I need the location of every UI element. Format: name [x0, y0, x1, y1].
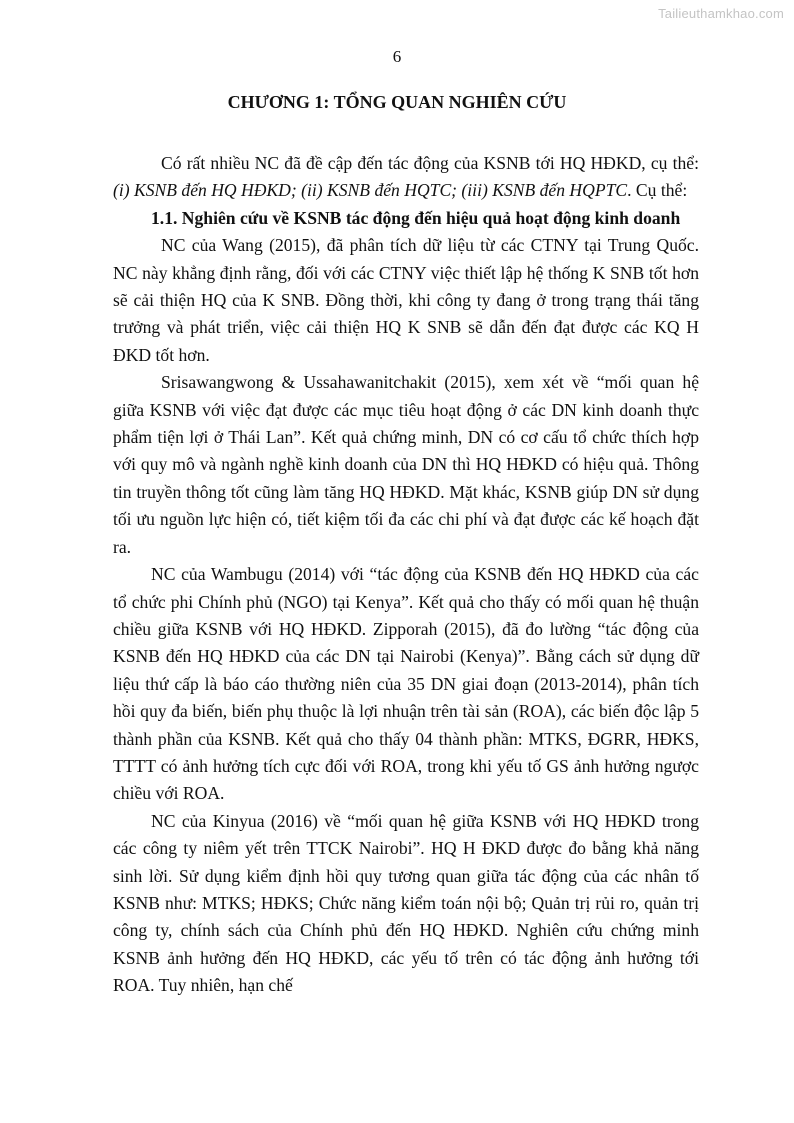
watermark: Tailieuthamkhao.com [658, 6, 784, 21]
body-paragraph-wambugu: NC của Wambugu (2014) với “tác động của KSNB đến HQ HĐKD của các tổ chức phi Chính phủ (NGO) tại Kenya”. Kết quả cho thấy có mối quan hệ thuận chiều giữa KSNB với HQ HĐKD. Zipporah (2015), đã đo lường “tác động của KSNB đến HQ HĐKD của các DN tại Nairobi (Kenya)”. Bằng cách sử dụng dữ liệu thứ cấp là báo cáo thường niên của 35 DN giai đoạn (2013-2014), phân tích hồi quy đa biến, biến phụ thuộc là lợi nhuận trên tài sản (ROA), các biến độc lập 5 thành phần của KSNB. Kết quả cho thấy 04 thành phần: MTKS, ĐGRR, HĐKS, TTTT có ảnh hưởng tích cực đối với ROA, trong khi yếu tố GS ảnh hưởng ngược chiều với ROA. [113, 564, 699, 804]
intro-tail: . Cụ thể: [627, 180, 688, 201]
page-number: 6 [392, 47, 402, 66]
intro-list: (i) KSNB đến HQ HĐKD; (ii) KSNB đến HQTC; (iii) KSNB đến HQPTC [113, 180, 628, 201]
chapter-title: CHƯƠNG 1: TỔNG QUAN NGHIÊN CỨU [227, 92, 567, 112]
body-paragraph-kinyua: NC của Kinyua (2016) về “mối quan hệ giữa KSNB với HQ HĐKD trong các công ty niêm yết trên TTCK Nairobi”. HQ H ĐKD được đo bằng khả năng sinh lời. Sử dụng kiểm định hồi quy tương quan giữa tác động của các nhân tố KSNB như: MTKS; HĐKS; Chức năng kiểm toán nội bộ; Quản trị rủi ro, quản trị công ty, chính sách của Chính phủ đến HQ HĐKD. Nghiên cứu chứng minh KSNB ảnh hưởng đến HQ HĐKD, các yếu tố trên có tác động ảnh hưởng tới ROA. Tuy nhiên, hạn chế [113, 810, 699, 996]
body-paragraph-srisawangwong: Srisawangwong & Ussahawanitchakit (2015), xem xét về “mối quan hệ giữa KSNB với việc đạt được các mục tiêu hoạt động ở các DN kinh doanh thực phẩm tiện lợi ở Thái Lan”. Kết quả chứng minh, DN có cơ cấu tổ chức thích hợp với quy mô và ngành nghề kinh doanh của DN thì HQ HĐKD có hiệu quả. Thông tin truyền thông tốt cũng làm tăng HQ HĐKD. Mặt khác, KSNB giúp DN sử dụng tối ưu nguồn lực hiện có, tiết kiệm tối đa các chi phí và đạt được các kế hoạch đặt ra. [113, 372, 699, 557]
intro-lead: Có rất nhiều NC đã đề cập đến tác động của KSNB tới HQ HĐKD, cụ thể: [161, 153, 699, 173]
intro-paragraph [113, 150, 699, 205]
body-paragraph-wang: NC của Wang (2015), đã phân tích dữ liệu từ các CTNY tại Trung Quốc. NC này khẳng định rằng, đối với các CTNY việc thiết lập hệ thống K SNB tốt hơn sẽ cải thiện HQ của K SNB. Đồng thời, khi công ty đang ở trong trạng thái tăng trưởng và phát triển, việc cải thiện HQ K SNB sẽ dẫn đến đạt được các KQ H ĐKD tốt hơn. [113, 235, 699, 365]
document-body [113, 150, 699, 1000]
section-heading: 1.1. Nghiên cứu về KSNB tác động đến hiệu quả hoạt động kinh doanh [151, 207, 681, 228]
